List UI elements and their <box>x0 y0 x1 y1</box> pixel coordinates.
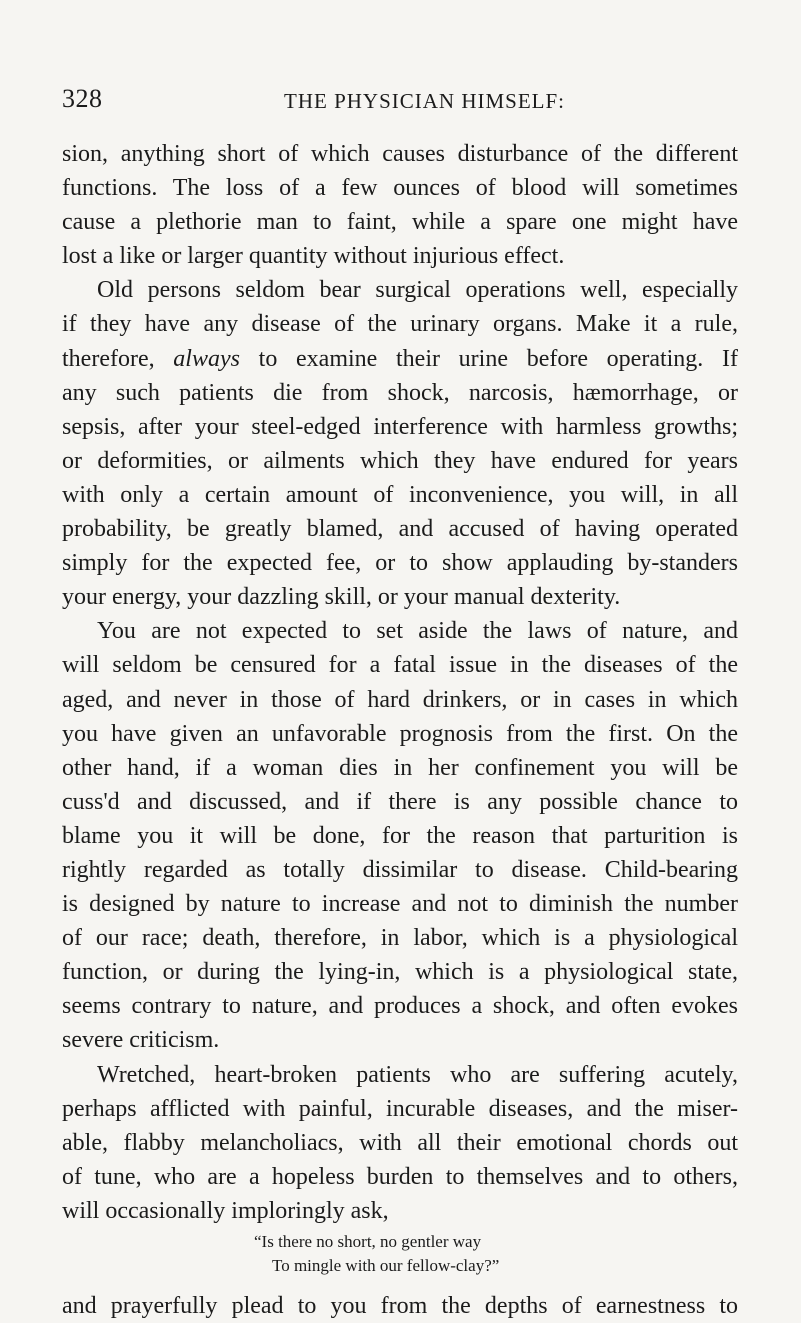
text-line: and prayerfully plead to you from the depths of earnestness to <box>62 1293 738 1319</box>
running-title: THE PHYSICIAN HIMSELF: <box>284 89 566 113</box>
text-line: is designed by nature to increase and not to diminish the number <box>62 891 738 918</box>
quote-line: “Is there no short, no gentler way <box>254 1232 482 1251</box>
text-line: functions. The loss of a few ounces of blood will sometimes <box>62 175 738 202</box>
text-line: aged, and never in those of hard drinkers, or in cases in which <box>62 686 738 713</box>
text-line: your energy, your dazzling skill, or your manual dexterity. <box>62 584 621 611</box>
text-line: you have given an unfavorable prognosis from the first. On the <box>62 720 738 747</box>
text-line: of our race; death, therefore, in labor, which is a physiological <box>62 925 738 952</box>
body-text <box>62 137 738 1323</box>
text-line: if they have any disease of the urinary organs. Make it a rule, <box>62 311 738 338</box>
text-line: Wretched, heart-broken patients who are suffering acutely, <box>97 1061 738 1088</box>
text-line: able, flabby melancholiacs, with all their emotional chords out <box>62 1129 738 1156</box>
text-line: will seldom be censured for a fatal issue in the diseases of the <box>62 652 738 679</box>
text-line: perhaps afflicted with painful, incurable diseases, and the miser- <box>62 1095 738 1122</box>
text-line: blame you it will be done, for the reason that parturition is <box>62 822 738 849</box>
text-segment: to examine their urine before operating. If <box>239 345 738 372</box>
text-segment: therefore, <box>62 345 174 372</box>
text-line: You are not expected to set aside the laws of nature, and <box>97 618 738 645</box>
text-line: cause a plethorie man to faint, while a spare one might have <box>62 209 738 236</box>
text-line: function, or during the lying-in, which is a physiological state, <box>62 959 738 986</box>
text-line: probability, be greatly blamed, and accused of having operated <box>62 516 738 543</box>
text-line: severe criticism. <box>62 1027 220 1054</box>
text-line: lost a like or larger quantity without injurious effect. <box>62 243 565 270</box>
page-number: 328 <box>62 84 103 113</box>
text-line: sion, anything short of which causes disturbance of the different <box>62 141 738 167</box>
text-line: rightly regarded as totally dissimilar to disease. Child-bearing <box>62 856 738 883</box>
text-line <box>62 342 738 376</box>
text-line: cuss'd and discussed, and if there is any possible chance to <box>62 788 738 815</box>
text-line: sepsis, after your steel-edged interference with harmless growths; <box>62 413 738 440</box>
text-line: or deformities, or ailments which they have endured for years <box>62 447 738 474</box>
quote-line: To mingle with our fellow-clay?” <box>272 1256 500 1275</box>
text-line: other hand, if a woman dies in her confinement you will be <box>62 754 738 781</box>
text-line: of tune, who are a hopeless burden to themselves and to others, <box>62 1163 738 1190</box>
text-line: with only a certain amount of inconvenience, you will, in all <box>62 481 738 508</box>
running-head <box>62 82 739 116</box>
text-line: any such patients die from shock, narcosis, hæmorrhage, or <box>62 379 738 406</box>
verse-quote <box>62 1230 738 1278</box>
emphasized-word: always <box>173 345 240 372</box>
text-line: Old persons seldom bear surgical operations well, especially <box>97 277 738 304</box>
text-line: will occasionally imploringly ask, <box>62 1197 389 1224</box>
text-line: seems contrary to nature, and produces a shock, and often evokes <box>62 993 738 1020</box>
text-line: simply for the expected fee, or to show applauding by-standers <box>62 550 738 577</box>
